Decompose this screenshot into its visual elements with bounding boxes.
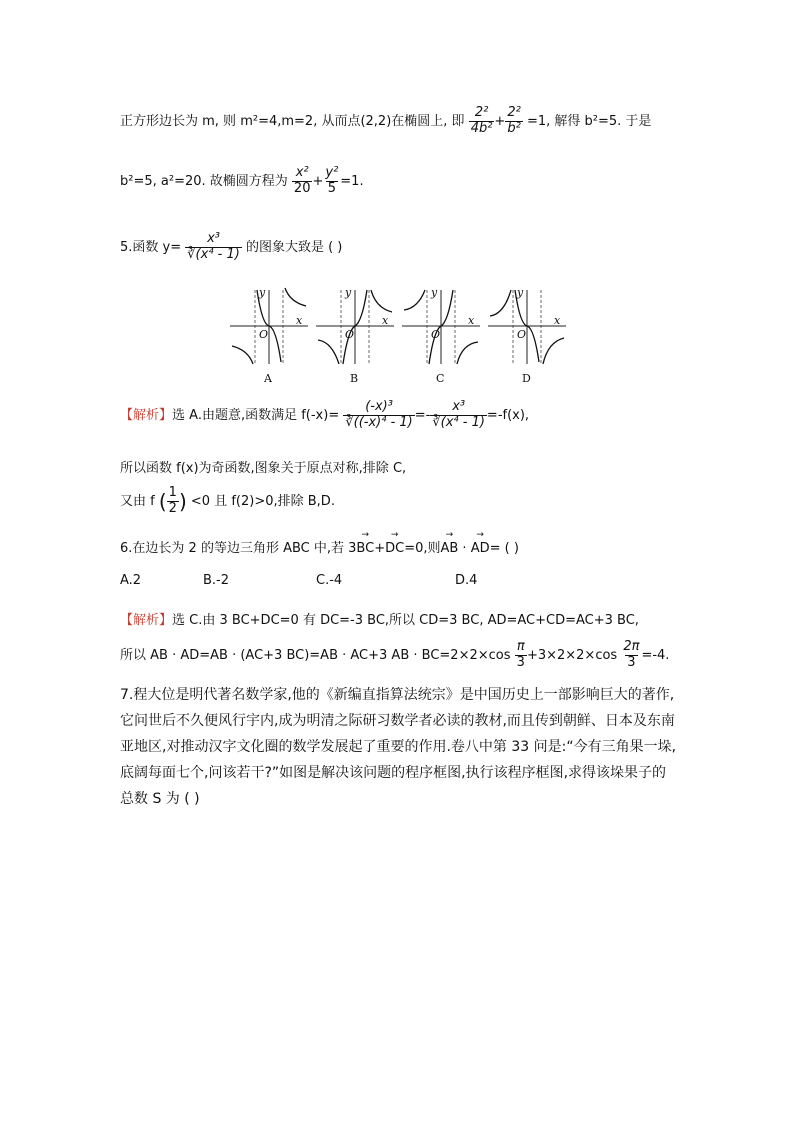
fraction xyxy=(515,640,527,671)
option-a: A.2 xyxy=(120,573,142,588)
fraction xyxy=(292,166,313,197)
block1-line2-text-a: b²=5, a²=20. 故椭圆方程为 xyxy=(120,173,288,189)
fraction-numerator: π xyxy=(516,639,525,654)
paren-left: ( xyxy=(158,489,167,514)
vector-ab: → AB xyxy=(440,541,458,556)
solution-5-line3-b: <0 且 f(2)>0,排除 B,D. xyxy=(190,493,335,509)
fraction-denominator: b² xyxy=(507,120,521,136)
option-b: B.-2 xyxy=(203,573,230,588)
solution-tag: 【解析】 xyxy=(120,613,173,628)
question-5-suffix: 的图象大致是 ( ) xyxy=(245,239,343,255)
fraction-numerator: 2² xyxy=(474,105,489,120)
fraction xyxy=(469,106,495,137)
origin-label: O xyxy=(259,328,269,341)
solution-6-line2-c: =-4. xyxy=(641,647,670,663)
fraction xyxy=(167,486,179,517)
question-6-text-a: 6.在边长为 2 的等边三角形 ABC 中,若 3 xyxy=(120,541,357,556)
fraction-denominator: 3 xyxy=(627,654,636,670)
dot-operator: · xyxy=(458,541,471,556)
option-c: C.-4 xyxy=(316,573,343,588)
axis-x-label: x xyxy=(382,314,389,327)
vector-ad: → AD xyxy=(471,541,490,556)
solution-6-line1 xyxy=(120,609,639,628)
origin-label: O xyxy=(517,328,527,341)
origin-label: O xyxy=(345,328,355,341)
solution-5-line1 xyxy=(120,400,529,431)
fraction xyxy=(621,640,641,671)
fraction xyxy=(323,166,340,197)
fraction xyxy=(343,400,414,431)
option-d: D.4 xyxy=(455,573,478,588)
vector-bc: → BC xyxy=(356,541,374,556)
solution-tag: 【解析】 xyxy=(120,407,173,423)
question-6-text-b: =0,则 xyxy=(404,541,441,556)
fraction-denominator: 5 xyxy=(327,180,336,196)
fraction-denominator: ∛(x⁴ - 1) xyxy=(432,414,485,430)
graph-label-b: B xyxy=(350,372,359,385)
axis-y-label: y xyxy=(431,286,438,299)
vector-dc: → DC xyxy=(385,541,404,556)
solution-6-line2-a: 所以 AB · AD=AB · (AC+3 BC)=AB · AC+3 AB · BC=2×2×cos xyxy=(120,647,511,663)
fraction xyxy=(430,400,487,431)
fraction-numerator: 2π xyxy=(623,639,640,654)
question-7: 7.程大位是明代著名数学家,他的《新编直指算法统宗》是中国历史上一部影响巨大的著作,它问世后不久便风行宇内,成为明清之际研习数学者必读的教材,而且传到朝鲜、日本及东南亚地区,对推动汉字文化圈的数学发展起了重要的作用.卷八中第 33 问是:“今有三角果一垛,底阔每面七个,问该若干?”如图是解决该问题的程序框图,执行该程序框图,求得该垛果子的总数 S 为 ( ) xyxy=(120,687,677,807)
solution-6-line2 xyxy=(120,640,669,671)
fraction xyxy=(185,232,242,263)
fraction-numerator: (-x)³ xyxy=(365,399,393,414)
fraction-numerator: y² xyxy=(325,165,339,180)
solution-5-line3 xyxy=(120,486,335,517)
fraction-denominator: 2 xyxy=(168,500,177,516)
question-6-text-c: = ( ) xyxy=(489,541,519,556)
origin-label: O xyxy=(431,328,441,341)
axis-x-label: x xyxy=(296,314,303,327)
paren-right: ) xyxy=(178,489,187,514)
fraction xyxy=(505,106,522,137)
block1-line1-text-a: 正方形边长为 m, 则 m²=4,m=2, 从而点(2,2)在椭圆上, 即 xyxy=(120,113,465,129)
graph-label-d: D xyxy=(522,372,531,385)
axis-y-label: y xyxy=(259,286,266,299)
fraction-numerator: x² xyxy=(295,165,309,180)
fraction-numerator: 1 xyxy=(168,485,177,500)
block1-line1 xyxy=(120,106,651,137)
solution-5-line2: 所以函数 f(x)为奇函数,图象关于原点对称,排除 C, xyxy=(120,461,407,476)
graph-label-a: A xyxy=(264,372,272,385)
solution-6-text: 选 C.由 3 BC+DC=0 有 DC=-3 BC,所以 CD=3 BC, AD=AC+CD=AC+3 BC, xyxy=(172,613,639,628)
fraction-denominator: 20 xyxy=(293,180,311,196)
axis-y-label: y xyxy=(345,286,352,299)
function-graphs xyxy=(228,286,568,386)
solution-5-text-b: =-f(x), xyxy=(486,407,530,423)
graph-label-c: C xyxy=(436,372,445,385)
fraction-numerator: x³ xyxy=(452,399,466,414)
axis-x-label: x xyxy=(468,314,475,327)
solution-6-line2-b: +3×2×2×cos xyxy=(526,647,618,663)
fraction-numerator: x³ xyxy=(207,231,220,246)
axis-x-label: x xyxy=(554,314,561,327)
plus-sign: + xyxy=(374,541,386,556)
block1-line1-text-b: =1, 解得 b²=5. 于是 xyxy=(526,113,652,129)
plus-sign: + xyxy=(312,173,324,189)
fraction-numerator: 2² xyxy=(507,105,521,120)
solution-5-line3-a: 又由 f xyxy=(120,493,155,509)
fraction-denominator: ∛((-x)⁴ - 1) xyxy=(345,414,413,430)
equals-minus: =- xyxy=(414,407,431,423)
axis-y-label: y xyxy=(517,286,524,299)
block1-line2-text-b: =1. xyxy=(340,173,364,189)
plus-sign: + xyxy=(494,113,506,129)
solution-5-text-a: 选 A.由题意,函数满足 f(-x)= xyxy=(172,407,340,423)
question-6 xyxy=(120,537,519,556)
question-5-prefix: 5.函数 y= xyxy=(120,239,182,255)
fraction-denominator: ∛(x⁴ - 1) xyxy=(187,246,240,262)
block1-line2 xyxy=(120,166,364,197)
fraction-denominator: 3 xyxy=(516,654,525,670)
fraction-denominator: 4b² xyxy=(470,120,493,136)
question-5 xyxy=(120,232,342,263)
